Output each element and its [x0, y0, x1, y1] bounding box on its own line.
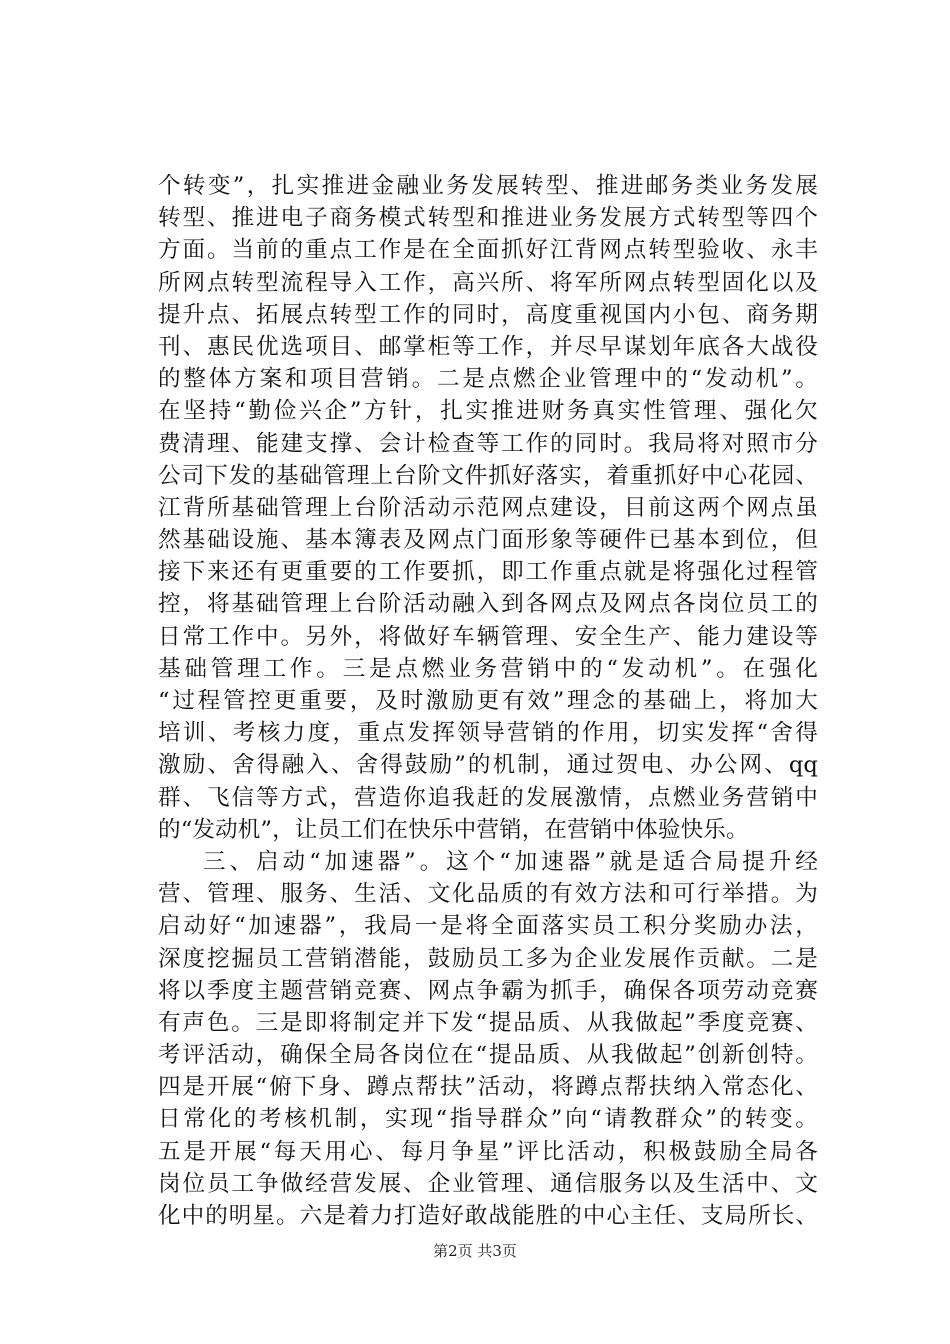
text-line: 个转变”，扎实推进金融业务发展转型、推进邮务类业务发展	[158, 173, 818, 199]
text-line: 五是开展“每天用心、每月争星”评比活动，积极鼓励全局各	[158, 1138, 818, 1165]
text-line: 转型、推进电子商务模式转型和推进业务发展方式转型等四个	[158, 205, 818, 232]
text-line: 化中的明星。六是着力打造好敢战能胜的中心主任、支局所长、	[158, 1203, 818, 1229]
text-line: 公司下发的基础管理上台阶文件抓好落实，着重抓好中心花园、	[158, 462, 818, 489]
text-line: 方面。当前的重点工作是在全面抓好江背网点转型验收、永丰	[158, 237, 818, 264]
text-line: 群、飞信等方式，营造你追我赶的发展激情，点燃业务营销中	[158, 784, 818, 811]
text-line: 四是开展“俯下身、蹲点帮扶”活动，将蹲点帮扶纳入常态化、	[158, 1074, 818, 1101]
text-line: 的整体方案和项目营销。二是点燃企业管理中的“发动机”。	[158, 366, 818, 393]
text-line: 刊、惠民优选项目、邮掌柜等工作，并尽早谋划年底各大战役	[158, 333, 818, 360]
text-line: 有声色。三是即将制定并下发“提品质、从我做起”季度竞赛、	[158, 1009, 818, 1036]
text-line: 营、管理、服务、生活、文化品质的有效方法和可行举措。为	[158, 881, 818, 908]
text-line: 日常工作中。另外，将做好车辆管理、安全生产、能力建设等	[158, 623, 818, 650]
text-line: 深度挖掘员工营销潜能，鼓励员工多为企业发展作贡献。二是	[158, 945, 818, 972]
text-line: 费清理、能建支撑、会计检查等工作的同时。我局将对照市分	[158, 430, 818, 457]
text-line: 江背所基础管理上台阶活动示范网点建设，目前这两个网点虽	[158, 494, 818, 521]
text-line: 启动好“加速器”，我局一是将全面落实员工积分奖励办法，	[158, 913, 818, 940]
text-line: 日常化的考核机制，实现“指导群众”向“请教群众”的转变。	[158, 1106, 818, 1133]
paragraph-end-line: 的“发动机”，让员工们在快乐中营销，在营销中体验快乐。	[158, 816, 749, 843]
text-line: 激励、舍得融入、舍得鼓励”的机制，通过贺电、办公网、qq	[158, 752, 818, 779]
text-line: 控，将基础管理上台阶活动融入到各网点及网点各岗位员工的	[158, 591, 818, 618]
text-line: 在坚持“勤俭兴企”方针，扎实推进财务真实性管理、强化欠	[158, 398, 818, 425]
page-number-footer: 第2页 共3页	[433, 1242, 517, 1260]
text-line: 提升点、拓展点转型工作的同时，高度重视国内小包、商务期	[158, 301, 818, 328]
section-heading-line: 三、启动“加速器”。这个“加速器”就是适合局提升经	[203, 848, 818, 875]
text-line: “过程管控更重要，及时激励更有效”理念的基础上，将加大	[158, 688, 818, 714]
text-line: 基础管理工作。三是点燃业务营销中的“发动机”。在强化	[158, 655, 818, 682]
document-body	[158, 170, 818, 1232]
text-line: 考评活动，确保全局各岗位在“提品质、从我做起”创新创特。	[158, 1042, 818, 1069]
text-line: 接下来还有更重要的工作要抓，即工作重点就是将强化过程管	[158, 559, 818, 586]
text-line: 然基础设施、基本簿表及网点门面形象等硬件已基本到位，但	[158, 527, 818, 554]
text-line: 培训、考核力度，重点发挥领导营销的作用，切实发挥“舍得	[158, 720, 818, 747]
text-line: 岗位员工争做经营发展、企业管理、通信服务以及生活中、文	[158, 1170, 818, 1197]
text-line: 将以季度主题营销竞赛、网点争霸为抓手，确保各项劳动竞赛	[158, 977, 818, 1004]
text-line: 所网点转型流程导入工作，高兴所、将军所网点转型固化以及	[158, 269, 818, 296]
